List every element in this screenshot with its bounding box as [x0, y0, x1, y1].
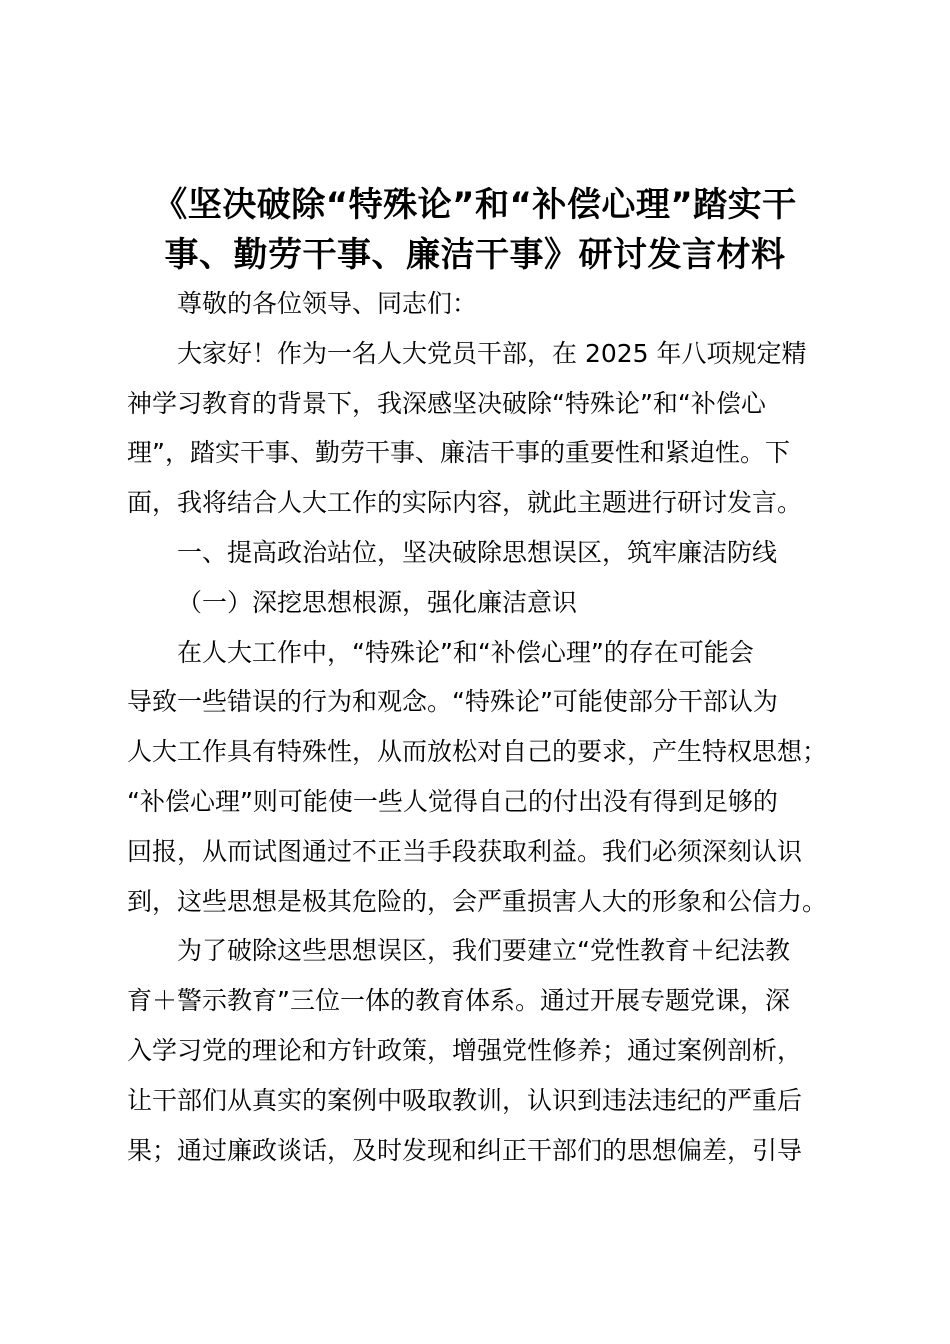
paragraph-line: 大家好！作为一名人大党员干部，在 2025 年八项规定精	[177, 338, 807, 368]
paragraph-line: 果；通过廉政谈话，及时发现和纠正干部们的思想偏差，引导	[127, 1135, 803, 1165]
paragraph-line: 回报，从而试图通过不正当手段获取利益。我们必须深刻认识	[127, 836, 803, 866]
title-line: 事、勤劳干事、廉洁干事》研讨发言材料	[164, 235, 786, 275]
title-line: 《坚决破除“特殊论”和“补偿心理”踏实干	[153, 185, 797, 225]
paragraph-line: 育＋警示教育”三位一体的教育体系。通过开展专题党课，深	[127, 986, 790, 1016]
paragraph-line: 入学习党的理论和方针政策，增强党性修养；通过案例剖析，	[127, 1035, 803, 1065]
intro-paragraph	[127, 329, 837, 528]
paragraph-line: 在人大工作中，“特殊论”和“补偿心理”的存在可能会	[177, 637, 754, 667]
body-paragraph	[127, 628, 837, 927]
paragraph-line: 面，我将结合人大工作的实际内容，就此主题进行研讨发言。	[127, 488, 803, 518]
paragraph-line: 神学习教育的背景下，我深感坚决破除“特殊论”和“补偿心	[127, 388, 766, 418]
paragraph-line: 理”，踏实干事、勤劳干事、廉洁干事的重要性和紧迫性。下	[127, 438, 790, 468]
subsection-heading: （一）深挖思想根源，强化廉洁意识	[177, 587, 578, 617]
section-heading: 一、提高政治站位，坚决破除思想误区，筑牢廉洁防线	[177, 537, 778, 567]
paragraph-line: “补偿心理”则可能使一些人觉得自己的付出没有得到足够的	[127, 786, 778, 816]
paragraph-line: 到，这些思想是极其危险的，会严重损害人大的形象和公信力。	[127, 886, 828, 916]
paragraph-line: 为了破除这些思想误区，我们要建立“党性教育＋纪法教	[177, 936, 790, 966]
paragraph-line: 让干部们从真实的案例中吸取教训，认识到违法违纪的严重后	[127, 1085, 803, 1115]
paragraph-line: 导致一些错误的行为和观念。“特殊论”可能使部分干部认为	[127, 687, 778, 717]
document-body	[127, 279, 837, 1175]
body-paragraph	[127, 926, 837, 1175]
document-title	[100, 180, 850, 280]
paragraph-line: 人大工作具有特殊性，从而放松对自己的要求，产生特权思想；	[127, 737, 828, 767]
salutation: 尊敬的各位领导、同志们：	[177, 289, 478, 318]
